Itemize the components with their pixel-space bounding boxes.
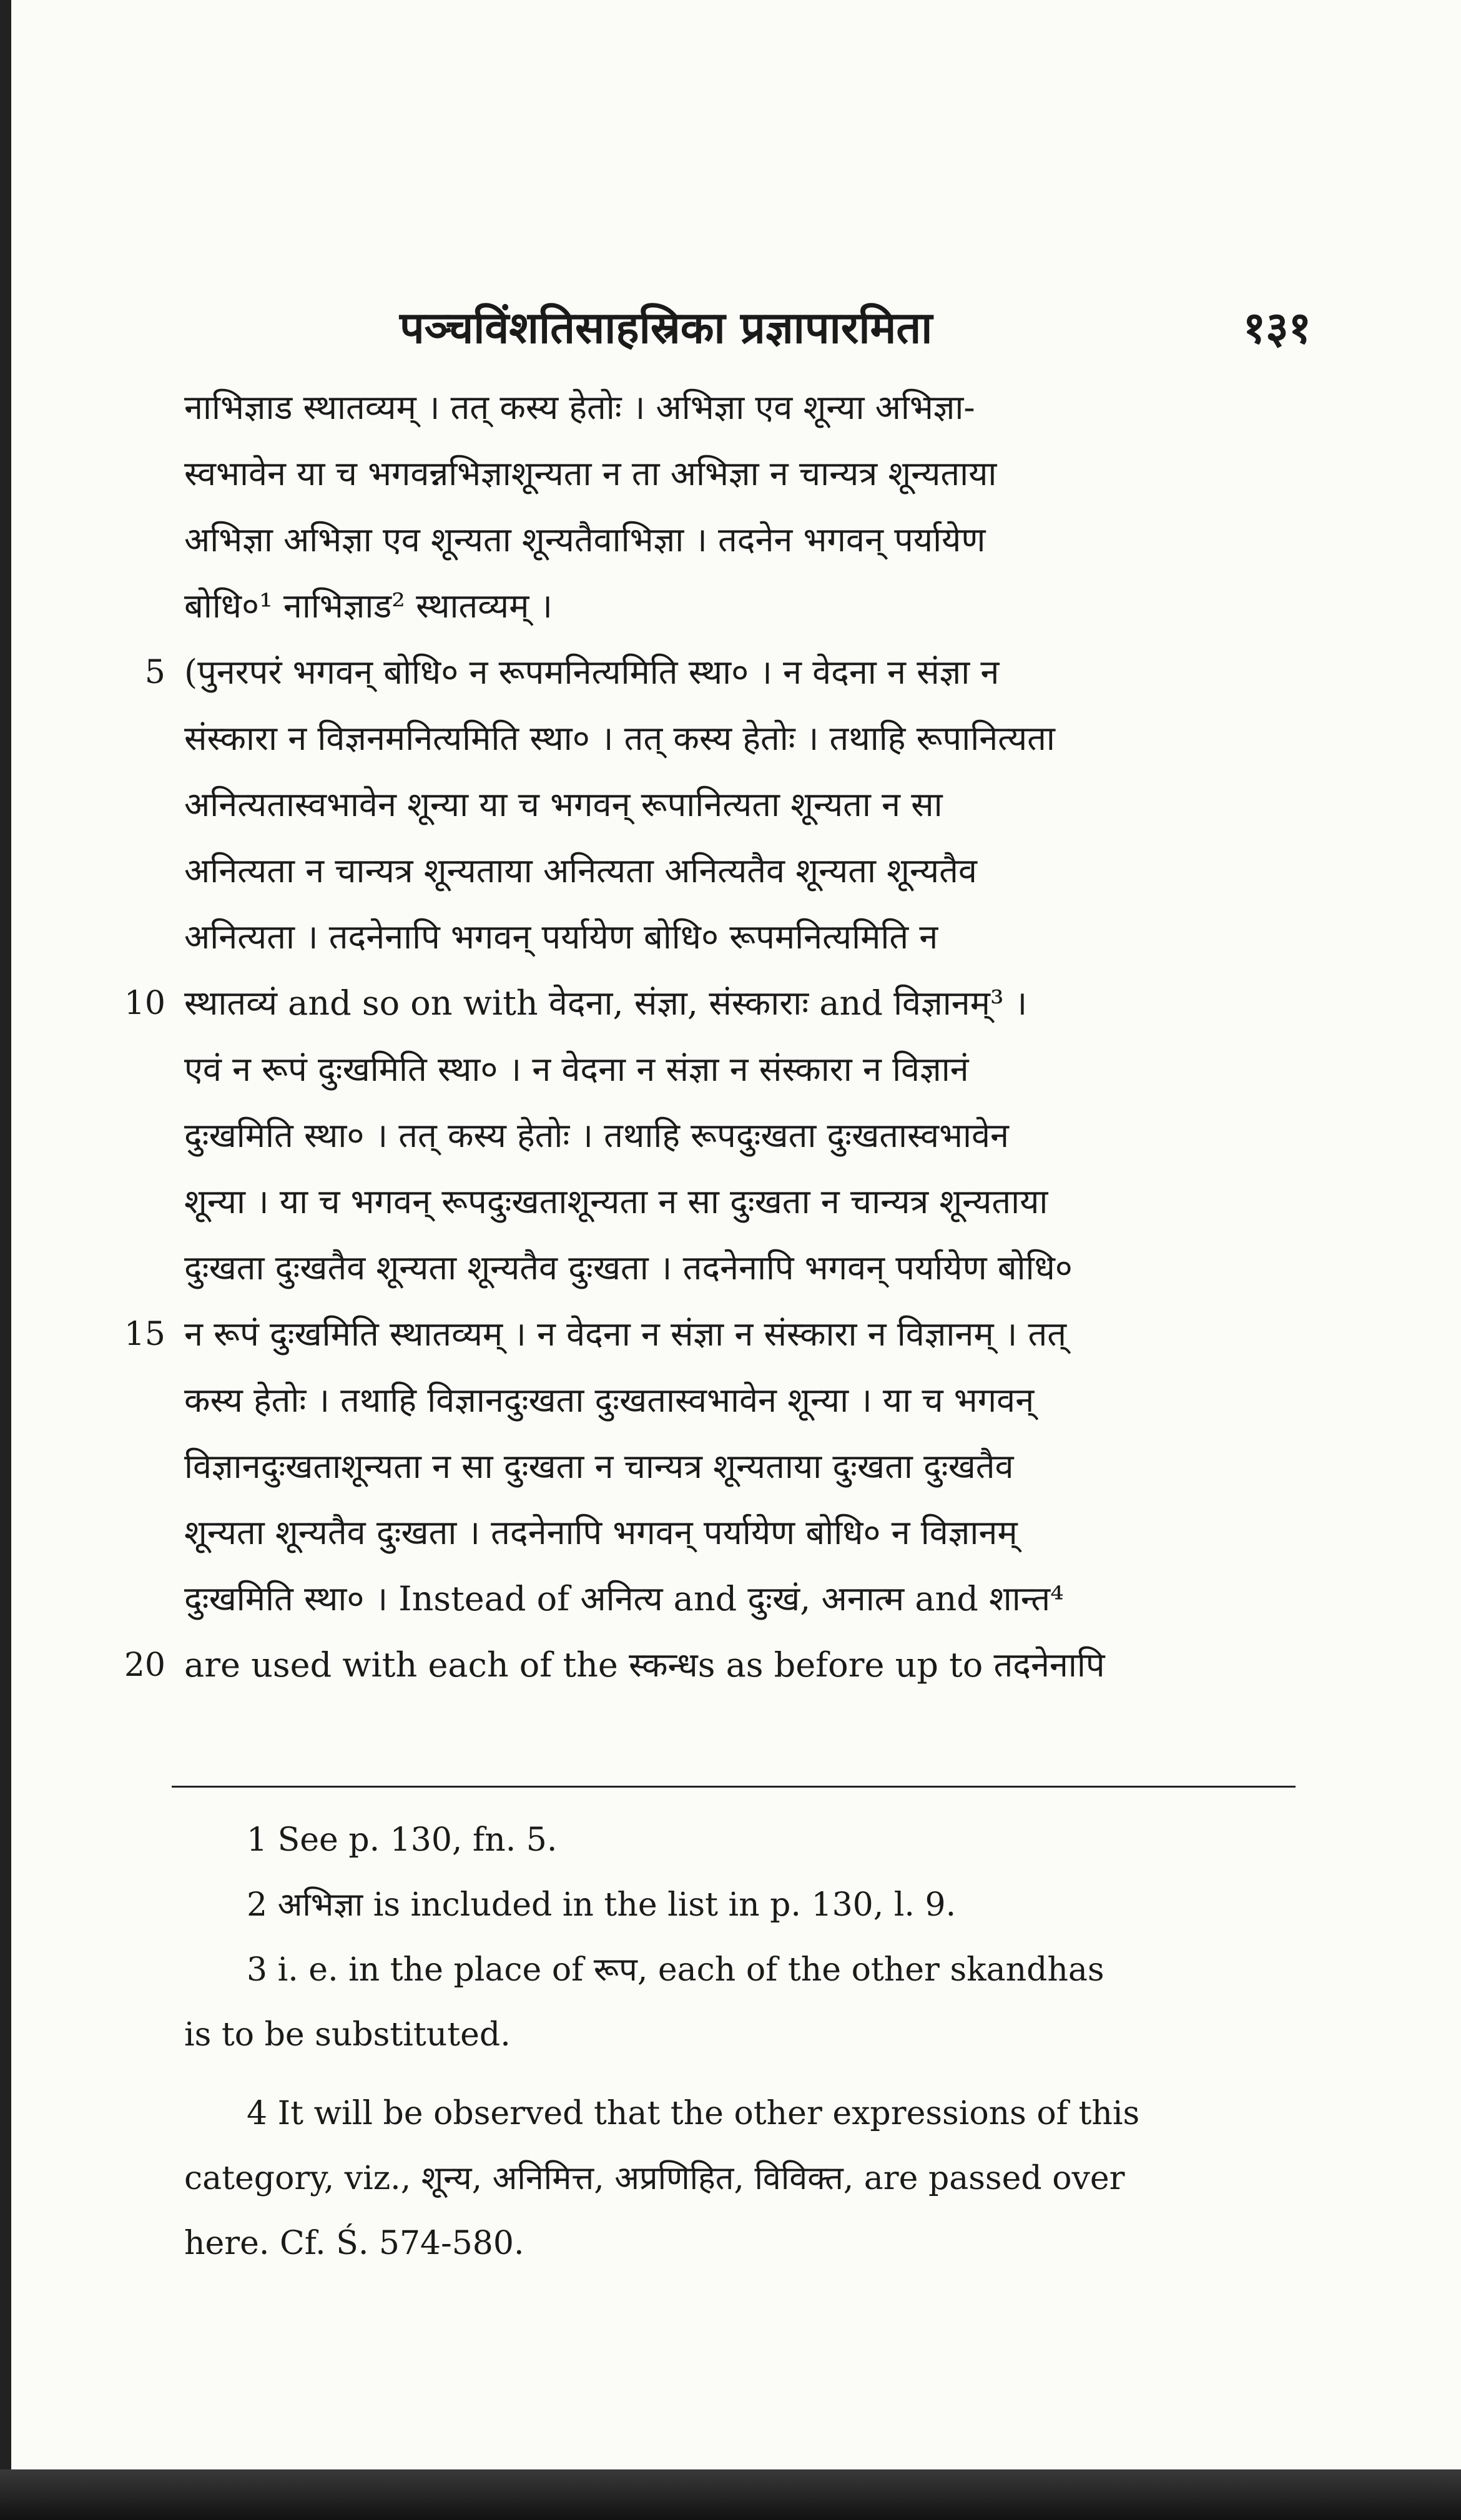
text-line — [184, 1103, 1314, 1169]
text-line — [184, 573, 1314, 639]
text-line — [184, 1235, 1314, 1301]
footnote-line: here. Cf. Ś. 574-580. — [184, 2225, 524, 2262]
line-number: 5 — [144, 654, 165, 691]
text-line — [184, 838, 1314, 904]
footnote-line: category, viz., शून्य, अनिमित्त, अप्रणिहित, विविक्त, are passed over — [184, 2160, 1125, 2197]
footnotes — [184, 1808, 1308, 2276]
line-text: अनित्यता । तदनेनापि भगवन् पर्यायेण बोधि० रूपमनित्यमिति न — [184, 917, 938, 957]
line-text: अनित्यता न चान्यत्र शून्यताया अनित्यता अनित्यतैव शून्यता शून्यतैव — [184, 851, 977, 890]
text-line — [184, 375, 1314, 441]
line-text: दुःखता दुःखतैव शून्यता शून्यतैव दुःखता । तदनेनापि भगवन् पर्यायेण बोधि० — [184, 1248, 1073, 1287]
line-text: अभिज्ञा अभिज्ञा एव शून्यता शून्यतैवाभिज्ञा । तदनेन भगवन् पर्यायेण — [184, 520, 986, 559]
line-text: स्वभावेन या च भगवन्नभिज्ञाशून्यता न ता अभिज्ञा न चान्यत्र शून्यताया — [184, 454, 997, 493]
text-line — [184, 1169, 1314, 1235]
line-text: (पुनरपरं भगवन् बोधि० न रूपमनित्यमिति स्था० । न वेदना न संज्ञा न — [184, 652, 1000, 692]
text-line — [184, 706, 1314, 772]
scan-left-border — [0, 0, 11, 2520]
line-text: अनित्यतास्वभावेन शून्या या च भगवन् रूपानित्यता शून्यता न सा — [184, 785, 943, 824]
page-number: १३१ — [1242, 302, 1311, 353]
text-line — [184, 1367, 1314, 1434]
text-line — [184, 1036, 1314, 1103]
text-line — [124, 1632, 1314, 1698]
line-text: शून्यता शून्यतैव दुःखता । तदनेनापि भगवन् पर्यायेण बोधि० न विज्ञानम् — [184, 1513, 1018, 1552]
footnote-line: 1 See p. 130, fn. 5. — [247, 1821, 558, 1859]
line-text: न रूपं दुःखमिति स्थातव्यम् । न वेदना न संज्ञा न संस्कारा न विज्ञानम् । तत् — [184, 1314, 1067, 1354]
line-text: दुःखमिति स्था० । तत् कस्य हेतोः । तथाहि रूपदुःखता दुःखतास्वभावेन — [184, 1116, 1009, 1155]
scan-bottom-border — [0, 2469, 1461, 2520]
text-line — [184, 441, 1314, 507]
text-line — [184, 772, 1314, 838]
running-header — [187, 293, 1311, 362]
line-text: बोधि०¹ नाभिज्ञाड² स्थातव्यम् । — [184, 586, 553, 626]
text-line — [184, 1500, 1314, 1566]
text-line — [184, 1434, 1314, 1500]
line-text: संस्कारा न विज्ञनमनित्यमिति स्था० । तत् कस्य हेतोः । तथाहि रूपानित्यता — [184, 719, 1055, 758]
line-text: शून्या । या च भगवन् रूपदुःखताशून्यता न सा दुःखता न चान्यत्र शून्यताया — [184, 1182, 1048, 1221]
line-text: एवं न रूपं दुःखमिति स्था० । न वेदना न संज्ञा न संस्कारा न विज्ञानं — [184, 1050, 969, 1089]
line-number: 10 — [124, 985, 165, 1022]
line-text: कस्य हेतोः । तथाहि विज्ञानदुःखता दुःखतास्वभावेन शून्या । या च भगवन् — [184, 1381, 1035, 1420]
text-line — [184, 1566, 1314, 1632]
footnote-line: 2 अभिज्ञा is included in the list in p. 130, l. 9. — [247, 1886, 957, 1924]
footnote-line: is to be substituted. — [184, 2016, 511, 2054]
text-line — [184, 904, 1314, 970]
header-title: पञ्चविंशतिसाहस्रिका प्रज्ञापारमिता — [400, 302, 933, 353]
footnote-line: 3 i. e. in the place of रूप, each of the other skandhas — [247, 1951, 1104, 1989]
main-text — [124, 375, 1314, 1698]
footnote-line: 4 It will be observed that the other expressions of this — [247, 2095, 1140, 2132]
line-text: विज्ञानदुःखताशून्यता न सा दुःखता न चान्यत्र शून्यताया दुःखता दुःखतैव — [184, 1447, 1014, 1486]
line-text: नाभिज्ञाड स्थातव्यम् । तत् कस्य हेतोः । अभिज्ञा एव शून्या अभिज्ञा- — [184, 388, 975, 427]
line-text: स्थातव्यं and so on with वेदना, संज्ञा, संस्काराः and विज्ञानम्³ । — [184, 983, 1028, 1023]
line-number: 20 — [124, 1646, 165, 1684]
line-number: 15 — [124, 1316, 165, 1353]
line-text: are used with each of the स्कन्धs as before up to तदनेनापि — [184, 1645, 1105, 1685]
text-line — [144, 639, 1314, 706]
footnote-rule — [172, 1786, 1296, 1788]
text-line — [124, 1301, 1314, 1367]
line-text: दुःखमिति स्था० । Instead of अनित्य and दुःखं, अनात्म and शान्त⁴ — [184, 1579, 1064, 1618]
text-line — [124, 970, 1314, 1036]
text-line — [184, 507, 1314, 573]
